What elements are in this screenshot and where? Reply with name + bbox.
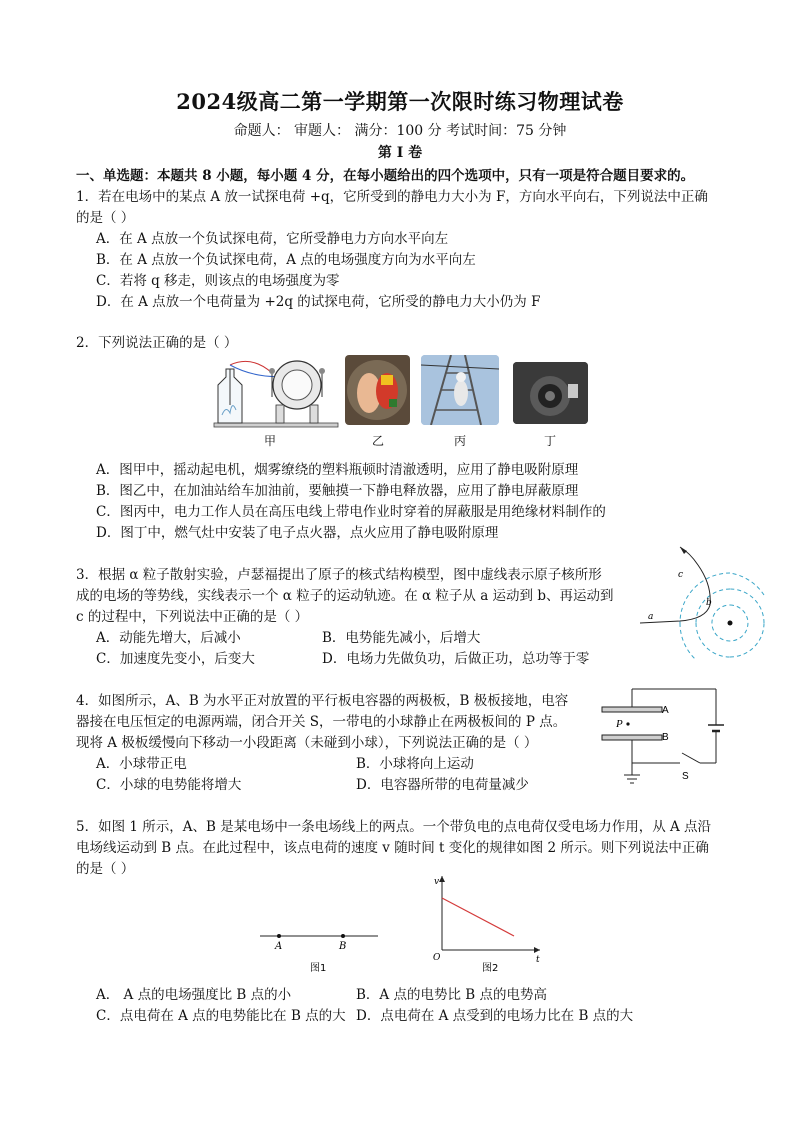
q4-option-a: A．小球带正电 — [96, 756, 187, 772]
q2-caption-bing: 丙 — [453, 434, 466, 448]
q3-option-c: C．加速度先变小，后变大 — [96, 651, 255, 667]
q2-option-d: D．图丁中，燃气灶中安装了电子点火器，点火应用了静电吸附原理 — [96, 525, 499, 541]
q5-figure-2 — [430, 870, 550, 975]
volume-label: 第 I 卷 — [377, 145, 423, 161]
q1-stem-line2: 的是（ ） — [76, 210, 135, 226]
q2-figure-bing — [421, 355, 499, 425]
q5-fig1-label-b: B — [339, 941, 347, 952]
q1-option-a: A．在 A 点放一个负试探电荷，它所受静电力方向水平向左 — [96, 231, 449, 247]
q3-stem-line3: c 的过程中，下列说法中正确的是（ ） — [76, 609, 309, 625]
q4-label-a: A — [662, 705, 669, 716]
q3-stem-line1: 3．根据 α 粒子散射实验，卢瑟福提出了原子的核式结构模型，图中虚线表示原子核所形 — [76, 567, 602, 583]
q2-option-b: B．图乙中，在加油站给车加油前，要触摸一下静电释放器，应用了静电屏蔽原理 — [96, 483, 579, 499]
q4-label-s: S — [682, 771, 689, 782]
q3-option-b: B．电势能先减小，后增大 — [322, 630, 481, 646]
section-heading: 一、单选题：本题共 8 小题，每小题 4 分，在每小题给出的四个选项中，只有一项是符合题目要求的。 — [76, 168, 695, 184]
q4-figure — [596, 685, 746, 795]
q2-caption-jia: 甲 — [263, 434, 276, 448]
v-t-line — [442, 898, 514, 936]
q1-stem-line1: 1．若在电场中的某点 A 放一试探电荷 +q，它所受到的静电力大小为 F，方向水平向右，下列说法中正确 — [76, 189, 708, 205]
q1-option-c: C．若将 q 移走，则该点的电场强度为零 — [96, 273, 340, 289]
q5-stem-line2: 电场线运动到 B 点。在此过程中，该点电荷的速度 v 随时间 t 变化的规律如图 2 所示。则下列说法中正确 — [76, 840, 709, 856]
q4-label-b: B — [662, 732, 669, 743]
q5-option-d: D．点电荷在 A 点受到的电场力比在 B 点的大 — [356, 1008, 634, 1024]
q4-option-d: D．电容器所带的电荷量减少 — [356, 777, 529, 793]
q5-stem-line1: 5．如图 1 所示，A、B 是某电场中一条电场线上的两点。一个带负电的点电荷仅受电场力作用，从 A 点沿 — [76, 819, 712, 835]
q4-option-b: B．小球将向上运动 — [356, 756, 474, 772]
q5-option-a: A． A 点的电场强度比 B 点的小 — [96, 987, 292, 1003]
q4-stem-line1: 4．如图所示，A、B 为水平正对放置的平行板电容器的两极板，B 极板接地，电容 — [76, 693, 569, 709]
point-a-dot — [277, 934, 281, 938]
q4-option-c: C．小球的电势能将增大 — [96, 777, 242, 793]
q4-label-p: P — [616, 718, 623, 730]
plate-a — [602, 707, 662, 712]
q1-option-d: D．在 A 点放一个电荷量为 +2q 的试探电荷，它所受的静电力大小仍为 F — [96, 294, 541, 310]
q5-fig2-label-v: v — [434, 877, 440, 887]
q5-stem-line3: 的是（ ） — [76, 861, 135, 877]
q5-option-b: B．A 点的电势比 B 点的电势高 — [356, 987, 547, 1003]
q5-fig1-caption: 图1 — [310, 963, 327, 974]
q5-fig2-caption: 图2 — [482, 963, 499, 974]
q2-caption-yi: 乙 — [371, 434, 384, 448]
q2-option-a: A．图甲中，摇动起电机，烟雾缭绕的塑料瓶顿时清澈透明，应用了静电吸附原理 — [96, 462, 579, 478]
q5-fig2-label-t: t — [536, 955, 540, 965]
q2-stem: 2．下列说法正确的是（ ） — [76, 335, 238, 351]
q3-label-b: b — [706, 598, 712, 608]
q3-label-c: c — [678, 570, 684, 580]
q3-option-d: D．电场力先做负功，后做正功，总功等于零 — [322, 651, 590, 667]
switch-blade — [682, 753, 700, 763]
q3-label-a: a — [648, 612, 654, 622]
q3-figure — [640, 545, 770, 660]
q3-stem-line2: 成的电场的等势线，实线表示一个 α 粒子的运动轨迹。在 α 粒子从 a 运动到 b、再运动到 — [76, 588, 614, 604]
exam-info: 命题人： 审题人： 满分：100 分 考试时间：75 分钟 — [233, 123, 567, 139]
q1-option-b: B．在 A 点放一个负试探电荷，A 点的电场强度方向为水平向左 — [96, 252, 476, 268]
q2-caption-ding: 丁 — [543, 434, 556, 448]
q5-fig1-label-a: A — [275, 941, 283, 952]
q5-fig2-label-o: O — [433, 953, 441, 963]
q3-option-a: A．动能先增大，后减小 — [96, 630, 241, 646]
q2-figure-ding — [513, 362, 588, 424]
q2-option-c: C．图丙中，电力工作人员在高压电线上带电作业时穿着的屏蔽服是用绝缘材料制作的 — [96, 504, 606, 520]
point-b-dot — [341, 934, 345, 938]
q4-stem-line3: 现将 A 极板缓慢向下移动一小段距离（未碰到小球），下列说法正确的是（ ） — [76, 735, 538, 751]
q5-option-c: C．点电荷在 A 点的电势能比在 B 点的大 — [96, 1008, 346, 1024]
q2-figure-jia — [212, 355, 342, 430]
ball-dot — [626, 722, 629, 725]
exam-title: 2024级高二第一学期第一次限时练习物理试卷 — [176, 89, 624, 114]
plate-b — [602, 735, 662, 740]
q4-stem-line2: 器接在电压恒定的电源两端，闭合开关 S，一带电的小球静止在两极板间的 P 点。 — [76, 714, 567, 730]
nucleus-dot — [728, 621, 733, 626]
q5-figure-1 — [258, 925, 382, 975]
q2-figure-yi — [345, 355, 410, 425]
